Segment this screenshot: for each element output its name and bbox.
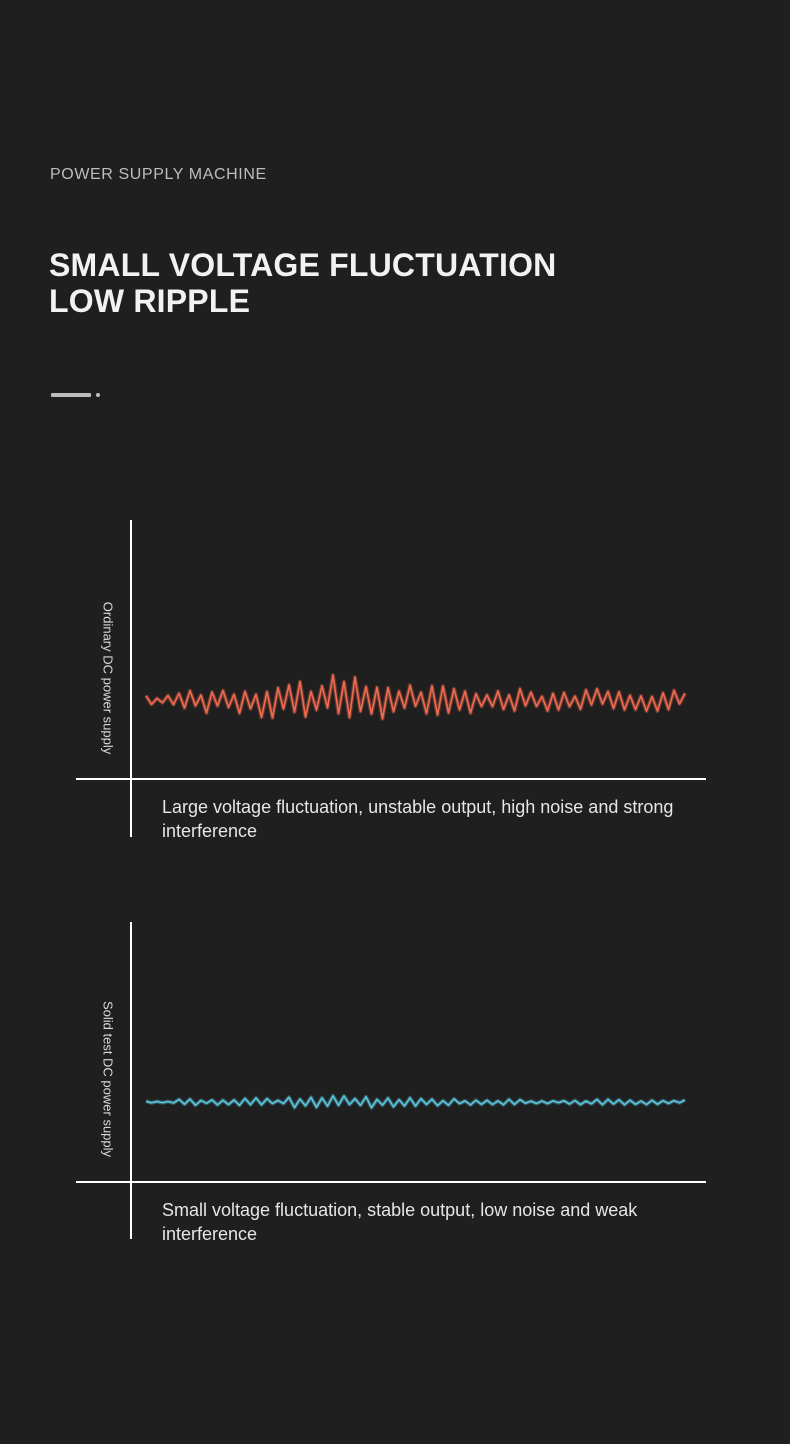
panel-caption: Small voltage fluctuation, stable output, low noise and weak interference <box>162 1200 638 1244</box>
title-line-2: LOW RIPPLE <box>49 283 251 319</box>
axis-label: Solid test DC power supply <box>100 1000 116 1158</box>
eyebrow-label: POWER SUPPLY MACHINE <box>50 166 267 183</box>
panel-caption: Large voltage fluctuation, unstable output, high noise and strong interference <box>162 797 674 841</box>
title-line-1: SMALL VOLTAGE FLUCTUATION <box>49 247 557 283</box>
axis-label: Ordinary DC power supply <box>100 601 116 755</box>
